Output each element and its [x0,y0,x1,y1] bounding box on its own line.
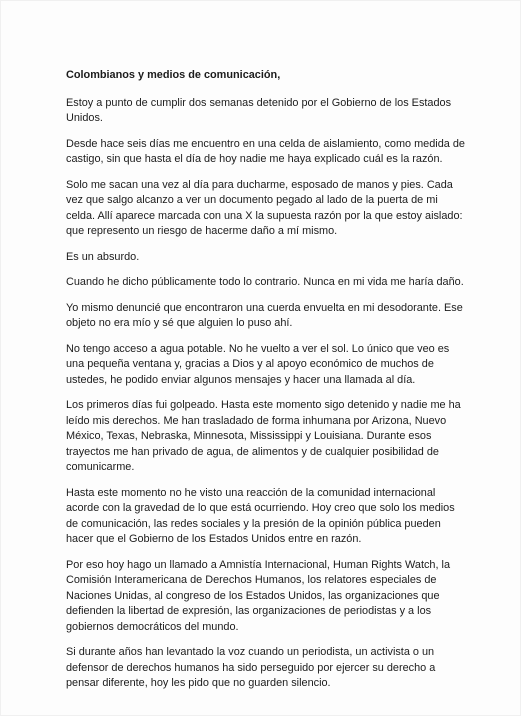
letter-paragraph-3: Solo me sacan una vez al día para ducharme, esposado de manos y pies. Cada vez que salgo alcanzo a ver un documento pegado al lado de la puerta de mi celda. Allí aparece marcada con una X la supuesta razón por la que estoy aislado: que represento un riesgo de hacerme daño a mí mismo. [66,178,463,237]
letter-paragraph-9: Hasta este momento no he visto una reacción de la comunidad internacional acorde con la gravedad de lo que está ocurriendo. Hoy creo que solo los medios de comunicación, las redes sociales y la presión de la opinión pública pueden hacer que el Gobierno de los Estados Unidos entre en razón. [66,486,455,545]
letter-paragraph-4: Es un absurdo. [66,250,140,263]
letter-paragraph-10: Por eso hoy hago un llamado a Amnistía Internacional, Human Rights Watch, la Comisión Interamericana de Derechos Humanos, los relatores especiales de Naciones Unidas, al congreso de los Estados Unidos, las organizaciones que defienden la libertad de expresión, las organizaciones de periodistas y a los gobiernos democráticos del mundo. [66,558,451,633]
letter-paragraph-5: Cuando he dicho públicamente todo lo contrario. Nunca en mi vida me haría daño. [66,276,464,288]
letter-body [66,68,466,702]
letter-paragraph-2: Desde hace seis días me encuentro en una celda de aislamiento, como medida de castigo, sin que hasta el día de hoy nadie me haya explicado cuál es la razón. [66,137,465,165]
letter-paragraph-11: Si durante años han levantado la voz cuando un periodista, un activista o un defensor de derechos humanos ha sido perseguido por ejercer su derecho a pensar diferente, hoy les pido que no guarden silencio. [66,646,436,689]
letter-paragraph-8: Los primeros días fui golpeado. Hasta este momento sigo detenido y nadie me ha leído mis derechos. Me han trasladado de forma inhumana por Arizona, Nuevo México, Texas, Nebraska, Minnesota, Mississippi y Louisiana. Durante esos trayectos me han privado de agua, de alimentos y de cualquier posibilidad de comunicarme. [66,399,461,473]
letter-salutation: Colombianos y medios de comunicación, [66,69,281,81]
letter-paragraph-7: No tengo acceso a agua potable. No he vuelto a ver el sol. Lo único que veo es una pequeña ventana y, gracias a Dios y al apoyo económico de muchos de ustedes, he podido enviar algunos mensajes y hacer una llamada al día. [66,342,450,386]
letter-paragraph-1: Estoy a punto de cumplir dos semanas detenido por el Gobierno de los Estados Unidos. [66,96,452,124]
letter-paragraph-6: Yo mismo denuncié que encontraron una cuerda envuelta en mi desodorante. Ese objeto no era mío y sé que alguien lo puso ahí. [66,301,463,329]
